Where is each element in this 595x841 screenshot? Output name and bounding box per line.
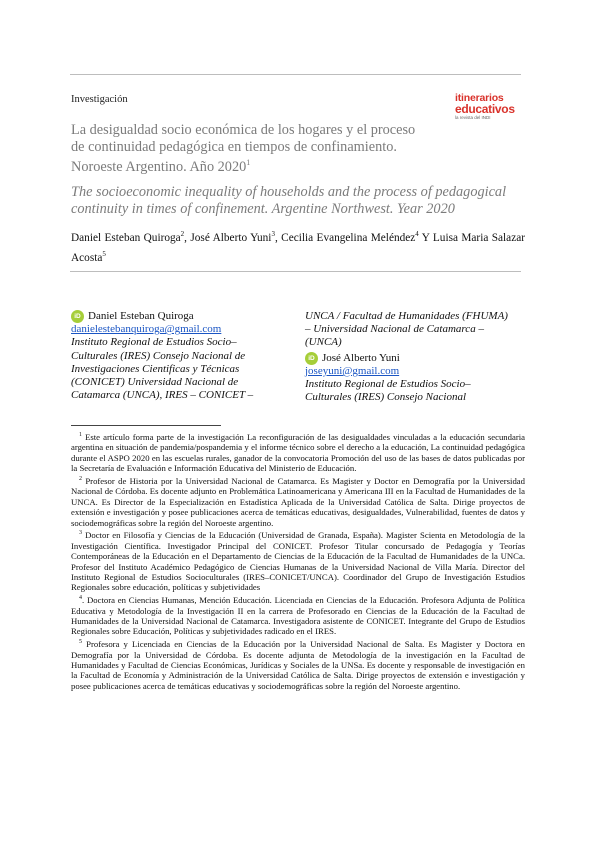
footnote [71,593,525,637]
author-separator: , [274,231,282,244]
affiliation-author-name: José Alberto Yuni [322,351,400,364]
author-email-link[interactable]: danielestebanquiroga@gmail.com [71,323,222,336]
footnote-text: Doctor en Filosofía y Ciencias de la Educación (Universidad de Granada, España). Magister Scienta en Metodología de la Investigación Científica. Investigador Principal del CONICET. Profesor Titular concursado de Pedagogía y Teorías Contemporáneas de la Educación en el Departamento de Ciencias de la Educación de la Facultad de Humanidades de la UNCa. Profesor del Instituto Académico Pedagógico de Ciencias Humanas de la Universidad Nacional de Villa María. Director del Instituto Regional de Estudios Socioculturales (IRES–CONICET/UNCA). Coordinador del Grupo de Investigación Estudios Regionales sobre educación, políticas y subjetividades [71,530,525,593]
footnote-number: 1 [79,432,82,438]
author-affiliation-name [71,310,279,323]
affiliation-column-left [71,310,279,402]
author-email-link[interactable]: joseyuni@gmail.com [305,364,400,377]
author-affiliation-name [305,352,513,365]
title-footnote-ref[interactable]: 1 [246,158,251,167]
author-footnote-ref[interactable]: 4 [415,230,419,238]
footnote-number: 3 [79,530,82,537]
footnote-number: 5 [79,639,82,646]
logo-line-1: itinerarios [455,92,504,104]
affiliation-author-name: Daniel Esteban Quiroga [88,310,194,322]
author-list [71,226,525,266]
footnote-text: Este artículo forma parte de la investigación La reconfiguración de las desigualdades vinculadas a la educación secundaria argentina en situación de pandemia/pospandemia y el informe técnico sobre el derecho a la educación, La continuidad pedagógica durante el ASPO 2020 en las escuelas rurales, ganador de la convocatoria Promoción del uso de las bases de datos publicadas por la Secretaría de Evaluación e Información Educativa del Ministerio de Educación. [71,431,525,474]
affiliation-column-right [305,310,513,404]
footnote [71,528,525,592]
orcid-icon[interactable]: iD [71,310,84,323]
footnote-text: . Doctora en Ciencias Humanas, Mención Educación. Licenciada en Ciencias de la Educación. Profesora Adjunta de Política Educativa y Metodología de la Investigación II en la carrera de Profesorado en Ciencias de la Educación de la Facultad de Humanidades de la Universidad Nacional de Catamarca. Investigadora asistente de CONICET. Integrante del Grupo de Estudios Regionales sobre Educación, Políticas y subjetividades radicado en el IRES. [71,595,525,637]
author-separator: , [184,231,191,244]
footnote [71,430,525,474]
logo-line-2: educativos [455,101,515,116]
author-institution: Instituto Regional de Estudios Socio–Culturales (IRES) Consejo Nacional [305,378,471,404]
logo-tagline: la revista del INDI [455,114,491,120]
author-institution: Instituto Regional de Estudios Socio–Culturales (IRES) Consejo Nacional de Investigaciones Cientificas y Técnicas (CONICET) Universidad Nacional de Catamarca (UNCA), IRES – CONICET – [71,336,254,402]
footnote [71,637,525,691]
section-label: Investigación [71,94,128,105]
author-footnote-ref[interactable]: 5 [102,249,106,258]
author-footnote-ref[interactable]: 2 [180,230,185,238]
orcid-icon[interactable]: iD [305,352,318,365]
author-institution-continued: UNCA / Facultad de Humanidades (FHUMA) – Universidad Nacional de Catamarca – (UNCA) [305,310,508,349]
footnote-number: 4 [79,595,82,602]
journal-logo [455,93,525,120]
author-name: Luisa Maria Salazar Acosta [71,231,525,264]
author-name: José Alberto Yuni [190,231,272,244]
footnote-separator [71,425,221,426]
title-spanish-text: La desigualdad socio económica de los hogares y el proceso de continuidad pedagógica en tiempos de confinamiento. Noroeste Argentino. Año 2020 [71,122,416,175]
author-separator: Y [418,231,433,244]
title-english: The socioeconomic inequality of households and the process of pedagogical continuity in times of confinement. Argentine Northwest. Year 2020 [71,184,507,217]
footnotes [71,430,525,692]
author-name: Cecilia Evangelina Meléndez [281,231,416,244]
top-rule [70,74,521,75]
footnote [71,474,525,528]
footnote-text: Profesora y Licenciada en Ciencias de la Educación por la Universidad Nacional de Salta. Es Magister y Doctora en Demografía por la Universidad de Córdoba. Es docente adjunta de Metodología de la investigación en la Facultad de Humanidades y Facultad de Ciencias Económicas, Jurídicas y Sociales de la UNSa. Es docente y responsable de investigación en la Facultad de Economía y Administración de la Universidad Católica de Salta. Dirige proyectos de extensión e investigación y posee publicaciones acerca de temáticas educativas y sociodemográficas sobre la región del Noroeste argentino. [71,639,525,691]
footnote-text: Profesor de Historia por la Universidad Nacional de Catamarca. Es Magister y Doctor en Demografía por la Universidad Nacional de Córdoba. Es docente adjunto en Problemática Latinoamericana y Americana III en la Facultad de Humanidades de la UNCA. Es Director de la Especialización en Estadística Aplicada de la Universidad Católica de Salta. Dirige proyectos de extensión e investigación y posee publicaciones acerca de temáticas educativas, desigualdades, Vulnerabilidad, fuentes de datos y sociodemográficas sobre la región del Noroeste argentino. [71,475,525,528]
author-name: Daniel Esteban Quiroga [71,231,181,244]
title-spanish [71,122,431,175]
section-rule [70,271,521,272]
footnote-number: 2 [79,476,82,483]
author-footnote-ref[interactable]: 3 [271,230,275,238]
